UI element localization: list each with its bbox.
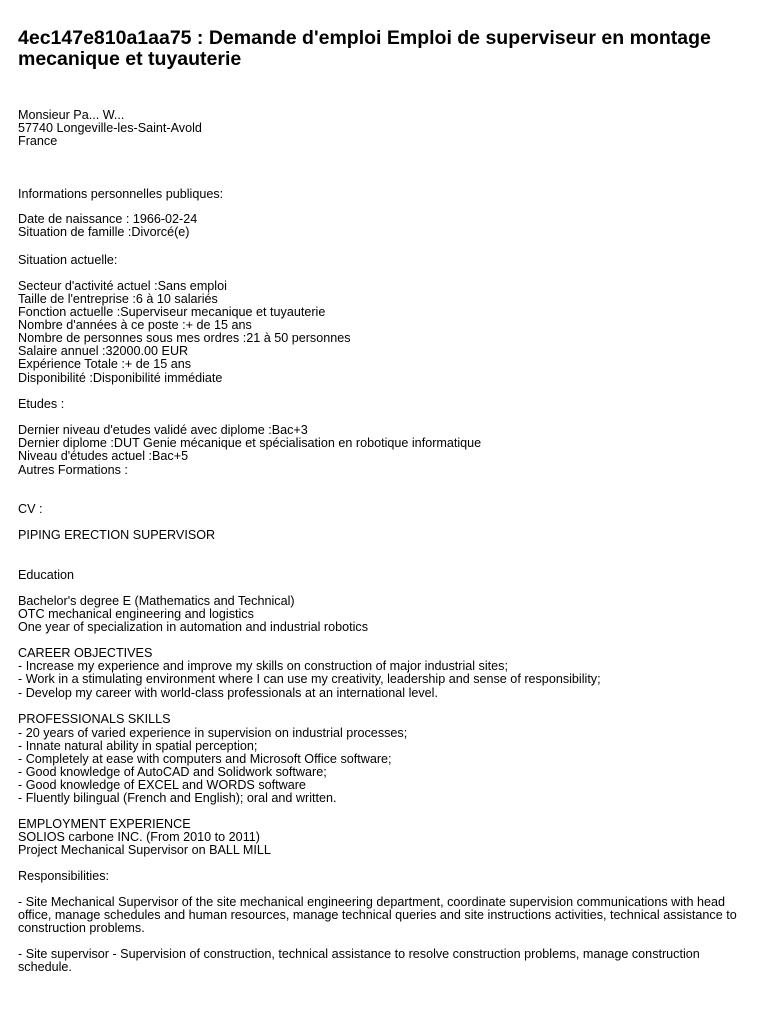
text-line: Secteur d'activité actuel :Sans emploi [18,279,227,293]
text-line: Responsibilities: [18,869,109,883]
text-line: - Increase my experience and improve my skills on construction of major industrial sites; [18,659,508,673]
text-line: - Good knowledge of AutoCAD and Solidwork software; [18,765,327,779]
text-line: Monsieur Pa... W... [18,108,125,122]
text-line: PROFESSIONALS SKILLS [18,712,171,726]
text-line: Etudes : [18,397,65,411]
text-line: - Completely at ease with computers and Microsoft Office software; [18,752,392,766]
text-line: Situation de famille :Divorcé(e) [18,225,190,239]
text-line: Dernier niveau d'etudes validé avec diplome :Bac+3 [18,423,308,437]
text-line: One year of specialization in automation and industrial robotics [18,620,369,634]
text-line: Dernier diplome :DUT Genie mécanique et spécialisation en robotique informatique [18,436,482,450]
text-line: Project Mechanical Supervisor on BALL MILL [18,843,271,857]
text-paragraph: - Site supervisor - Supervision of construction, technical assistance to resolve construction problems, manage construction schedule. [18,947,700,975]
text-line: Taille de l'entreprise :6 à 10 salariés [18,292,218,306]
text-line: Salaire annuel :32000.00 EUR [18,344,189,358]
text-paragraph: - Site Mechanical Supervisor of the site mechanical engineering department, coordinate supervision communications with head office, manage schedules and human resources, manage technical queries and site instructions activities, technical assistance to construction problems. [18,895,737,936]
text-line: SOLIOS carbone INC. (From 2010 to 2011) [18,830,260,844]
text-line: Fonction actuelle :Superviseur mecanique et tuyauterie [18,305,326,319]
text-line: PIPING ERECTION SUPERVISOR [18,528,216,542]
text-line: Niveau d'études actuel :Bac+5 [18,449,189,463]
text-line: Education [18,568,75,582]
text-line: Nombre d'années à ce poste :+ de 15 ans [18,318,252,332]
text-line: France [18,134,58,148]
text-line: Expérience Totale :+ de 15 ans [18,357,192,371]
text-line: 57740 Longeville-les-Saint-Avold [18,121,202,135]
text-line: CAREER OBJECTIVES [18,646,153,660]
text-line: - Fluently bilingual (French and English); oral and written. [18,791,337,805]
document-title: 4ec147e810a1aa75 : Demande d'emploi Emploi de superviseur en montage mecanique et tuyauterie [18,27,711,70]
text-line: - Develop my career with world-class professionals at an international level. [18,686,438,700]
text-line: Autres Formations : [18,463,128,477]
text-line: Informations personnelles publiques: [18,187,224,201]
text-line: Disponibilité :Disponibilité immédiate [18,371,223,385]
text-line: - Innate natural ability in spatial perception; [18,739,258,753]
text-line: Date de naissance : 1966-02-24 [18,212,198,226]
text-line: - Work in a stimulating environment where I can use my creativity, leadership and sense of responsibility; [18,672,601,686]
text-line: Situation actuelle: [18,253,118,267]
text-line: - Good knowledge of EXCEL and WORDS software [18,778,306,792]
text-line: Nombre de personnes sous mes ordres :21 à 50 personnes [18,331,351,345]
text-line: EMPLOYMENT EXPERIENCE [18,817,191,831]
text-line: OTC mechanical engineering and logistics [18,607,254,621]
text-line: Bachelor's degree E (Mathematics and Technical) [18,594,295,608]
text-line: - 20 years of varied experience in supervision on industrial processes; [18,726,408,740]
text-line: CV : [18,502,43,516]
